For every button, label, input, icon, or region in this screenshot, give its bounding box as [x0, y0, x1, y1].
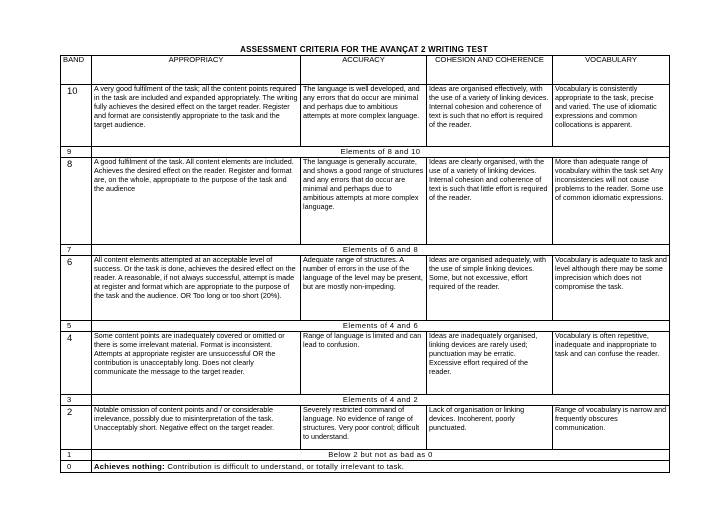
vocabulary-cell: Vocabulary is often repetitive, inadequate and inappropriate to task and can confuse the reader. [553, 332, 670, 395]
cohesion-header: COHESION AND COHERENCE [427, 56, 553, 85]
band-5-row [61, 321, 670, 332]
accuracy-cell: The language is generally accurate, and shows a good range of structures and any errors that do occur are minimal and perhaps due to ambitious attempts at more complex language. [301, 158, 427, 245]
cohesion-cell: Lack of organisation or linking devices. Incoherent, poorly punctuated. [427, 406, 553, 450]
band-number: 3 [61, 395, 92, 406]
band-number: 2 [61, 406, 92, 450]
appropriacy-cell: A very good fulfilment of the task; all the content points required in the task are included and expanded appropriately. The writing fully achieves the desired effect on the target reader. Register and format are consistently appropriate to the task and the target audience. [92, 85, 301, 147]
band-7-row [61, 245, 670, 256]
band-note: Below 2 but not as bad as 0 [92, 450, 670, 461]
band-2-row [61, 406, 670, 450]
band-number: 0 [61, 461, 92, 473]
band-0-row [61, 461, 670, 473]
appropriacy-cell: All content elements attempted at an acceptable level of success. Or the task is done, achieves the desired effect on the reader. A reasonable, if not always successful, attempt is made at register and format which are appropriate to the purpose of the task and the audience. OR Too long or too short (20%). [92, 256, 301, 321]
band-number: 5 [61, 321, 92, 332]
band-number: 10 [61, 85, 92, 147]
band-3-row [61, 395, 670, 406]
band-number: 4 [61, 332, 92, 395]
band-10-row [61, 85, 670, 147]
band-4-row [61, 332, 670, 395]
vocabulary-cell: Range of vocabulary is narrow and frequently obscures communication. [553, 406, 670, 450]
cohesion-cell: Ideas are clearly organised, with the use of a variety of linking devices. Internal cohesion and coherence of text is such that little effort is required of the reader. [427, 158, 553, 245]
vocabulary-header: VOCABULARY [553, 56, 670, 85]
band-6-row [61, 256, 670, 321]
band-note: Elements of 6 and 8 [92, 245, 670, 256]
band-9-row [61, 147, 670, 158]
band-number: 9 [61, 147, 92, 158]
band-0-lead: Achieves nothing: [94, 462, 165, 471]
cohesion-cell: Ideas are inadequately organised, linking devices are rarely used; punctuation may be erratic. Excessive effort required of the reader. [427, 332, 553, 395]
band-number: 7 [61, 245, 92, 256]
vocabulary-cell: Vocabulary is consistently appropriate to the task, precise and varied. The use of idiomatic expressions and common collocations is apparent. [553, 85, 670, 147]
vocabulary-cell: More than adequate range of vocabulary within the task set Any inconsistencies will not cause problems to the reader. Some use of common idiomatic expressions. [553, 158, 670, 245]
accuracy-header: ACCURACY [301, 56, 427, 85]
band-number: 8 [61, 158, 92, 245]
accuracy-cell: The language is well developed, and any errors that do occur are minimal and perhaps due to ambitious attempts at more complex language. [301, 85, 427, 147]
accuracy-cell: Range of language is limited and can lead to confusion. [301, 332, 427, 395]
accuracy-cell: Severely restricted command of language. No evidence of range of structures. Very poor control; difficult to understand. [301, 406, 427, 450]
page-title: ASSESSMENT CRITERIA FOR THE AVANÇAT 2 WRITING TEST [240, 45, 488, 54]
accuracy-cell: Adequate range of structures. A number of errors in the use of the language of the level may be present, but are mostly non-impeding. [301, 256, 427, 321]
band-note: Elements of 4 and 2 [92, 395, 670, 406]
cohesion-cell: Ideas are organised adequately, with the use of simple linking devices. Some, but not excessive, effort required of the reader. [427, 256, 553, 321]
band-header: BAND [61, 56, 92, 85]
band-number: 1 [61, 450, 92, 461]
band-8-row [61, 158, 670, 245]
header-row [61, 56, 670, 85]
appropriacy-header: APPROPRIACY [92, 56, 301, 85]
assessment-criteria-table [60, 55, 670, 473]
cohesion-cell: Ideas are organised effectively, with the use of a variety of linking devices. Internal cohesion and coherence of text is such that no effort is required of the reader. [427, 85, 553, 147]
band-0-description [92, 461, 670, 473]
band-note: Elements of 4 and 6 [92, 321, 670, 332]
appropriacy-cell: A good fulfilment of the task. All content elements are included. Achieves the desired effect on the reader. Register and format are, on the whole, appropriate to the purpose of the task and the audience [92, 158, 301, 245]
appropriacy-cell: Some content points are inadequately covered or omitted or there is some irrelevant material. Format is inconsistent. Attempts at appropriate register are unsuccessful OR the contribution is unacceptably long. Does not clearly communicate the message to the target reader. [92, 332, 301, 395]
vocabulary-cell: Vocabulary is adequate to task and level although there may be some imprecision which does not compromise the task. [553, 256, 670, 321]
appropriacy-cell: Notable omission of content points and / or considerable irrelevance, possibly due to misinterpretation of the task. Unacceptably short. Negative effect on the target reader. [92, 406, 301, 450]
band-number: 6 [61, 256, 92, 321]
band-note: Elements of 8 and 10 [92, 147, 670, 158]
band-0-text: Contribution is difficult to understand, or totally irrelevant to task. [164, 462, 405, 471]
band-1-row [61, 450, 670, 461]
